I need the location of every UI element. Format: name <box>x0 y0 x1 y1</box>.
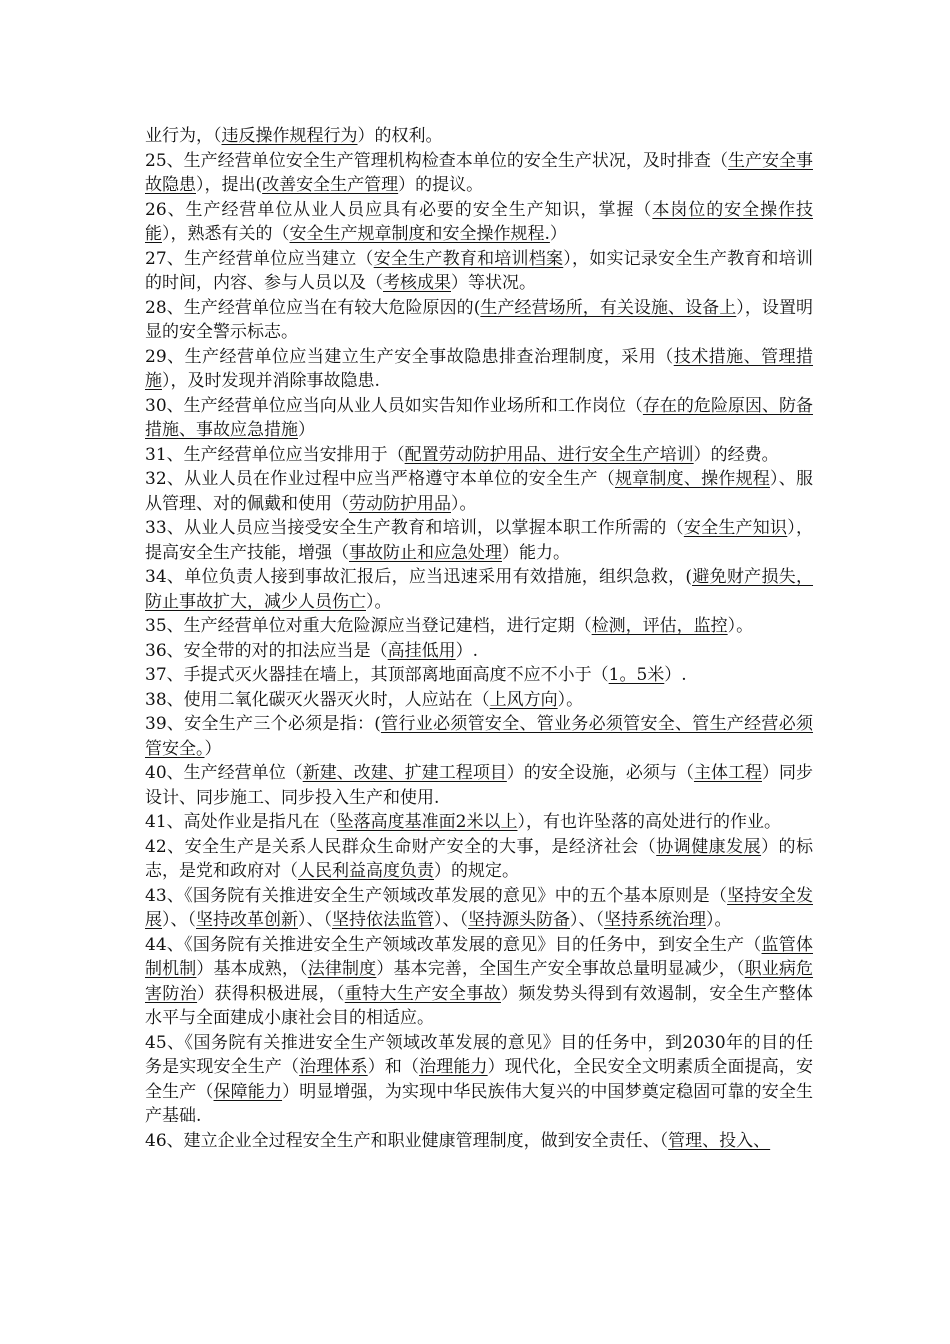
answer-text: 职业病危害防治 <box>145 959 814 1004</box>
question-text: 29、生产经营单位应当建立生产安全事故隐患排查治理制度，采用（ <box>145 346 674 367</box>
answer-text: 1。5米 <box>608 665 665 685</box>
question-text: ）、（ <box>570 910 604 930</box>
question-paragraph <box>145 639 813 664</box>
answer-text: 人民利益高度负责 <box>298 861 434 881</box>
answer-text: 生产安全事故隐患 <box>145 150 813 195</box>
question-text: 27、生产经营单位应当建立（ <box>145 248 374 269</box>
question-text: ）的安全设施，必须与（ <box>506 763 694 783</box>
answer-text: 治理体系 <box>299 1057 368 1077</box>
question-text: ），提高安全生产技能，增强（ <box>145 518 813 563</box>
question-paragraph <box>145 614 813 639</box>
question-text: ），设置明显的安全警示标志。 <box>145 297 814 342</box>
question-text: ）基本完善，全国生产安全事故总量明显减少，（ <box>376 959 745 979</box>
question-paragraph <box>145 149 813 198</box>
answer-text: 违反操作规程行为 <box>221 126 358 146</box>
question-text: ）频发势头得到有效遏制，安全生产整体水平与全面建成小康社会目的相适应。 <box>145 983 814 1028</box>
question-text: 37、手提式灭火器挂在墙上，其顶部离地面高度不应不小于（ <box>145 665 609 685</box>
question-text: ）同步设计、同步施工、同步投入生产和使用. <box>145 763 814 808</box>
question-text: ）。 <box>366 591 392 612</box>
answer-text: 考核成果 <box>383 273 451 293</box>
question-text: 41、高处作业是指凡在（ <box>145 812 337 832</box>
question-text: ）. <box>664 665 687 685</box>
question-text: ）。 <box>451 493 477 514</box>
question-text: ）。 <box>706 910 732 930</box>
question-text: ）的标志，是党和政府对（ <box>145 836 814 881</box>
question-text: ）。 <box>557 689 584 710</box>
question-text: ），提出( <box>196 175 263 195</box>
question-text: ）和（ <box>367 1057 420 1077</box>
question-text: ）等状况。 <box>451 273 536 293</box>
question-text: ） <box>549 224 567 244</box>
answer-text: 安全生产知识 <box>683 518 788 538</box>
question-text: ）的规定。 <box>434 861 519 881</box>
question-paragraph <box>145 688 813 713</box>
answer-text: 避免财产损失，防止事故扩大，减少人员伤亡 <box>145 567 814 612</box>
question-paragraph <box>145 835 813 884</box>
question-text: 35、生产经营单位对重大危险源应当登记建档，进行定期（ <box>145 616 592 636</box>
answer-text: 配置劳动防护用品、进行安全生产培训 <box>404 444 694 465</box>
question-text: ） <box>298 420 315 440</box>
answer-text: 上风方向 <box>489 689 558 710</box>
question-text: 46、建立企业全过程安全生产和职业健康管理制度，做到安全责任、（ <box>145 1130 669 1151</box>
question-text: 30、生产经营单位应当向从业人员如实告知作业场所和工作岗位（ <box>145 395 643 416</box>
answer-text: 治理能力 <box>419 1057 488 1077</box>
question-paragraph <box>145 884 813 933</box>
question-text: ）能力。 <box>502 542 570 563</box>
answer-text: 坚持改革创新 <box>196 910 298 930</box>
answer-text: 坚持系统治理 <box>604 910 706 930</box>
question-text: ），如实记录安全生产教育和培训的时间，内容、参与人员以及（ <box>145 248 814 293</box>
answer-text: 坚持安全发展 <box>145 885 813 930</box>
question-text: ） <box>204 738 222 759</box>
question-text: ）的权利。 <box>357 126 443 146</box>
question-paragraph <box>145 443 813 468</box>
question-text: 26、生产经营单位从业人员应具有必要的安全生产知识，掌握（ <box>145 199 653 220</box>
answer-text: 坠落高度基准面2米以上 <box>336 812 518 832</box>
answer-text: 法律制度 <box>307 959 377 979</box>
question-text: 36、安全带的对的扣法应当是（ <box>145 640 388 661</box>
question-text: 28、生产经营单位应当在有较大危险原因的( <box>145 297 481 318</box>
question-text: ）、服从管理、对的佩戴和使用（ <box>145 469 814 514</box>
question-text: ），有也许坠落的高处进行的作业。 <box>517 812 781 832</box>
question-text: 34、单位负责人接到事故汇报后，应当迅速采用有效措施，组织急救，( <box>145 567 693 587</box>
question-text: ）的提议。 <box>398 175 484 195</box>
question-text: ）获得积极进展，（ <box>197 983 345 1004</box>
question-paragraph <box>145 1031 813 1129</box>
question-text: ）、（ <box>162 910 196 930</box>
question-paragraph <box>145 124 813 149</box>
question-text: 45、《国务院有关推进安全生产领域改革发展的意见》目的任务中，到2030年的目的任务是实现安全生产（ <box>145 1032 813 1077</box>
answer-text: 存在的危险原因、防备措施、事故应急措施 <box>145 395 813 440</box>
question-text: 42、安全生产是关系人民群众生命财产安全的大事，是经济社会（ <box>145 836 657 857</box>
question-text: 39、安全生产三个必须是指：( <box>145 714 381 734</box>
answer-text: 保障能力 <box>213 1081 283 1102</box>
answer-text: 新建、改建、扩建工程项目 <box>302 763 507 783</box>
answer-text: 高挂低用 <box>387 640 456 661</box>
question-paragraph <box>145 394 813 443</box>
question-text: ）基本成熟，（ <box>196 959 308 979</box>
question-text: ）现代化，全民安全文明素质全面提高，安全生产（ <box>145 1057 814 1102</box>
answer-text: 事故防止和应急处理 <box>349 542 502 563</box>
answer-text: 坚持源头防备 <box>468 910 570 930</box>
question-text: ）。 <box>727 616 754 636</box>
answer-text: 监管体制机制 <box>145 934 813 979</box>
answer-text: 主体工程 <box>693 763 762 783</box>
question-paragraph <box>145 663 813 688</box>
question-text: 33、从业人员应当接受安全生产教育和培训，以掌握本职工作所需的（ <box>145 518 684 538</box>
answer-text: 检测，评估，监控 <box>591 616 728 636</box>
question-paragraph <box>145 761 813 810</box>
question-paragraph <box>145 516 813 565</box>
answer-text: 劳动防护用品 <box>349 493 451 514</box>
question-paragraph <box>145 1129 813 1154</box>
question-text: ）. <box>455 640 479 661</box>
question-text: 40、生产经营单位（ <box>145 763 303 783</box>
answer-text: 改善安全生产管理 <box>262 175 399 195</box>
question-paragraph <box>145 345 813 394</box>
answer-text: 管行业必须管安全、管业务必须管安全、管生产经营必须管安全。 <box>145 714 813 759</box>
question-text: ），及时发现并消除事故隐患. <box>162 371 380 391</box>
question-paragraph <box>145 712 813 761</box>
question-paragraph <box>145 810 813 835</box>
answer-text: 重特大生产安全事故 <box>344 983 501 1004</box>
question-text: ）的经费。 <box>693 444 779 465</box>
question-text: ），熟悉有关的（ <box>162 224 290 244</box>
question-paragraph <box>145 933 813 1031</box>
answer-text: 管理、投入、 <box>668 1130 771 1151</box>
answer-text: 技术措施、管理措施 <box>145 346 814 391</box>
question-paragraph <box>145 296 813 345</box>
answer-text: 生产经营场所，有关设施、设备上 <box>480 297 737 318</box>
answer-text: 安全生产规章制度和安全操作规程. <box>289 224 550 244</box>
question-text: 44、《国务院有关推进安全生产领域改革发展的意见》目的任务中，到安全生产（ <box>145 934 762 955</box>
question-paragraph <box>145 565 813 614</box>
document-body <box>145 124 813 1153</box>
question-text: 38、使用二氧化碳灭火器灭火时，人应站在（ <box>145 689 490 710</box>
question-text: 43、《国务院有关推进安全生产领域改革发展的意见》中的五个基本原则是（ <box>145 885 728 906</box>
question-paragraph <box>145 247 813 296</box>
question-text: ）、（ <box>434 910 468 930</box>
question-text: 32、从业人员在作业过程中应当严格遵守本单位的安全生产（ <box>145 469 615 489</box>
question-text: ）明显增强，为实现中华民族伟大复兴的中国梦奠定稳固可靠的安全生产基础. <box>145 1081 814 1126</box>
question-text: 31、生产经营单位应当安排用于（ <box>145 444 405 465</box>
answer-text: 规章制度、操作规程 <box>614 469 771 489</box>
answer-text: 安全生产教育和培训档案 <box>373 248 564 269</box>
question-text: 25、生产经营单位安全生产管理机构检查本单位的安全生产状况，及时排查（ <box>145 150 728 171</box>
answer-text: 本岗位的安全操作技能 <box>145 199 813 244</box>
answer-text: 坚持依法监管 <box>332 910 434 930</box>
question-text: 业行为，（ <box>145 126 222 146</box>
question-text: ）、（ <box>298 910 332 930</box>
question-paragraph <box>145 198 813 247</box>
answer-text: 协调健康发展 <box>656 836 762 857</box>
question-paragraph <box>145 467 813 516</box>
